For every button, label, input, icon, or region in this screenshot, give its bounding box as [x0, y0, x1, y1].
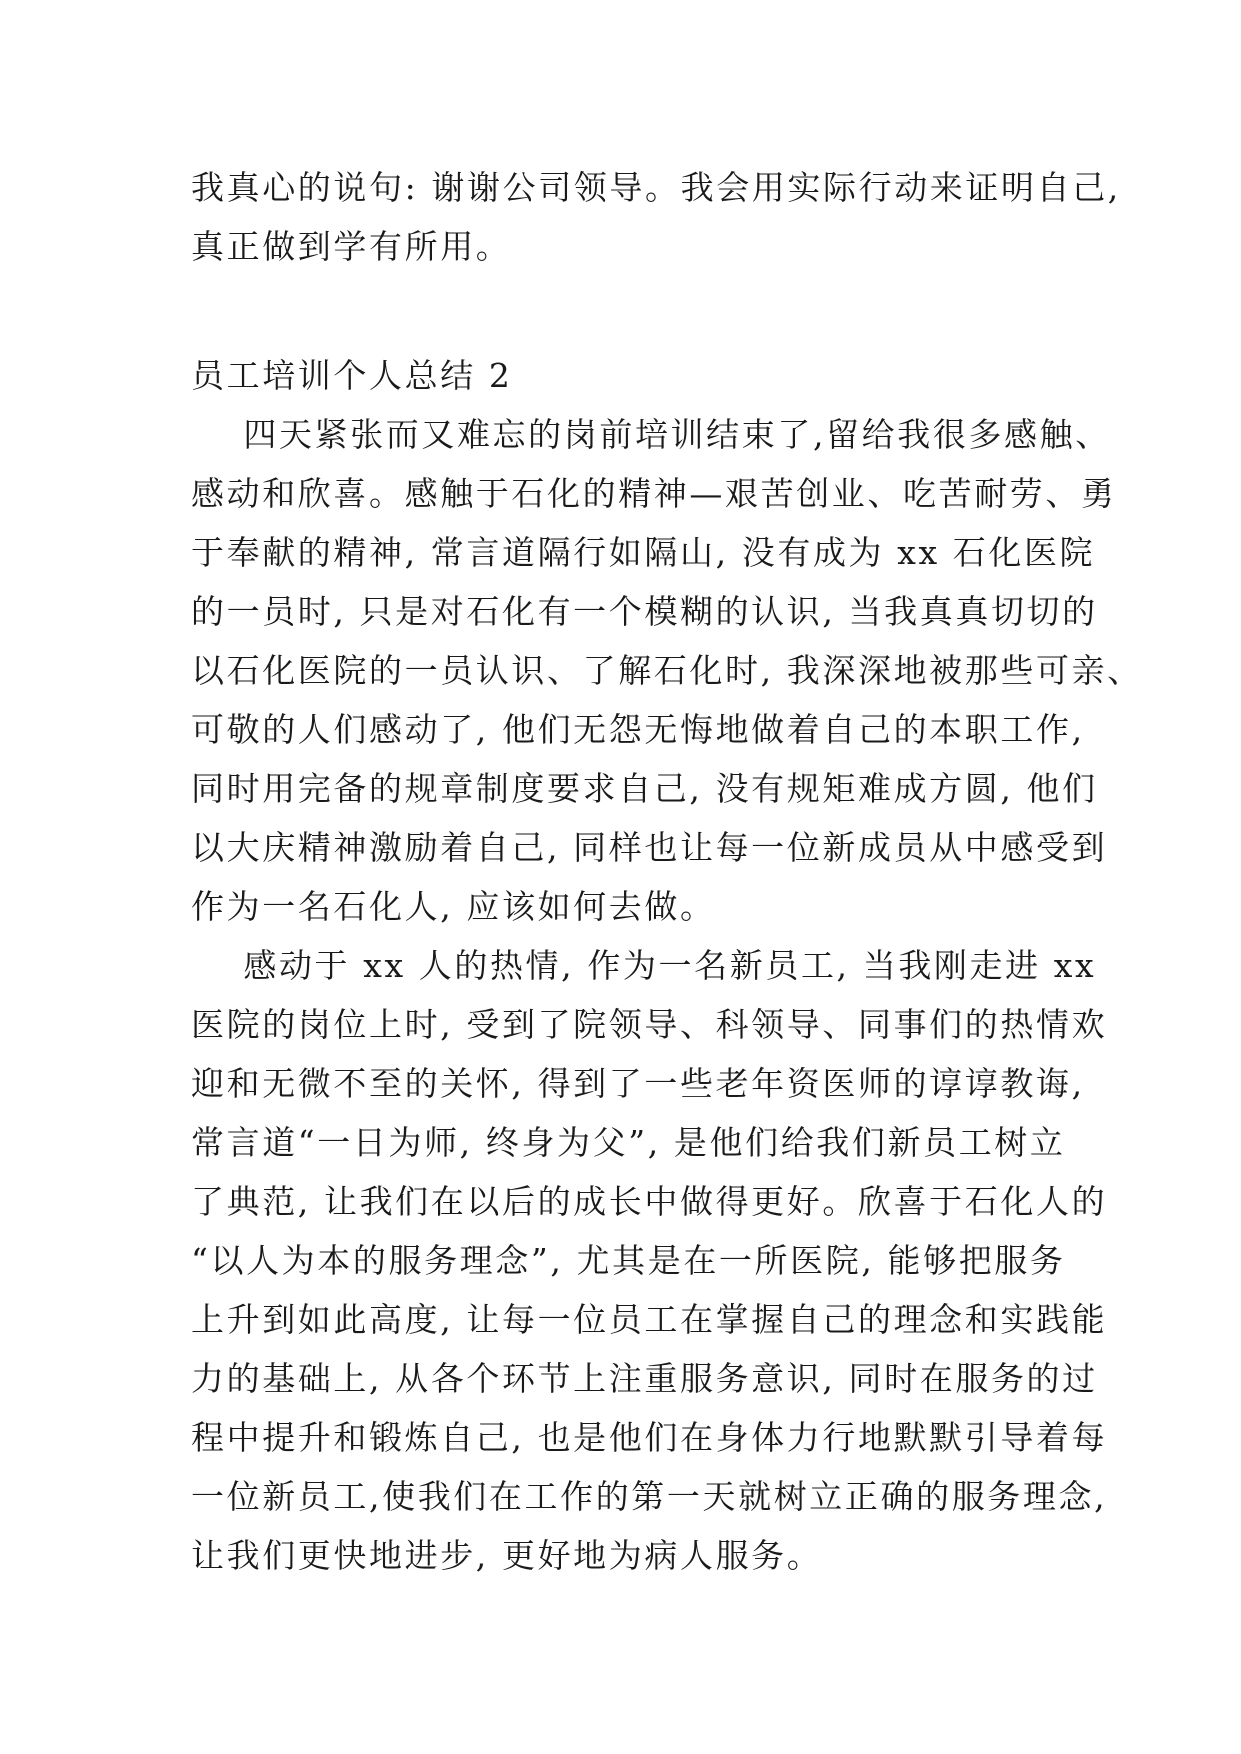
- text-line: 我真心的说句: 谢谢公司领导。我会用实际行动来证明自己,: [191, 168, 1121, 207]
- text-line: 作为一名石化人, 应该如何去做。: [191, 887, 716, 926]
- text-line: 力的基础上, 从各个环节上注重服务意识, 同时在服务的过: [191, 1359, 1098, 1398]
- text-line: 以大庆精神激励着自己, 同样也让每一位新成员从中感受到: [191, 828, 1108, 867]
- section-title: 员工培训个人总结 2: [191, 356, 513, 395]
- text-line: 上升到如此高度, 让每一位员工在掌握自己的理念和实践能: [191, 1300, 1108, 1339]
- section: [191, 346, 1143, 1585]
- text-line: 常言道“一日为师, 终身为父”, 是他们给我们新员工树立: [191, 1123, 1066, 1162]
- text-line: 让我们更快地进步, 更好地为病人服务。: [191, 1536, 823, 1575]
- document-body: [191, 158, 1143, 1585]
- paragraph-2: [191, 936, 1108, 1585]
- text-line: 可敬的人们感动了, 他们无怨无悔地做着自己的本职工作,: [191, 710, 1085, 749]
- text-line: 同时用完备的规章制度要求自己, 没有规矩难成方圆, 他们: [191, 769, 1098, 808]
- intro-paragraph: [191, 158, 1121, 276]
- text-line: 四天紧张而又难忘的岗前培训结束了,留给我很多感触、: [191, 415, 1111, 454]
- paragraph-1: [191, 405, 1143, 936]
- text-line: “以人为本的服务理念”, 尤其是在一所医院, 能够把服务: [191, 1241, 1066, 1280]
- text-line: 程中提升和锻炼自己, 也是他们在身体力行地默默引导着每: [191, 1418, 1108, 1457]
- text-line: 了典范, 让我们在以后的成长中做得更好。欣喜于石化人的: [191, 1182, 1108, 1221]
- text-line: 的一员时, 只是对石化有一个模糊的认识, 当我真真切切的: [191, 592, 1098, 631]
- text-line: 以石化医院的一员认识、了解石化时, 我深深地被那些可亲、: [191, 651, 1143, 690]
- text-line: 感动于 xx 人的热情, 作为一名新员工, 当我刚走进 xx: [191, 946, 1097, 985]
- text-line: 医院的岗位上时, 受到了院领导、科领导、同事们的热情欢: [191, 1005, 1108, 1044]
- text-line: 真正做到学有所用。: [191, 227, 512, 266]
- text-line: 一位新员工,使我们在工作的第一天就树立正确的服务理念,: [191, 1477, 1108, 1516]
- text-line: 迎和无微不至的关怀, 得到了一些老年资医师的谆谆教诲,: [191, 1064, 1085, 1103]
- text-line: 感动和欣喜。感触于石化的精神—艰苦创业、吃苦耐劳、勇: [191, 474, 1117, 513]
- text-line: 于奉献的精神, 常言道隔行如隔山, 没有成为 xx 石化医院: [191, 533, 1096, 572]
